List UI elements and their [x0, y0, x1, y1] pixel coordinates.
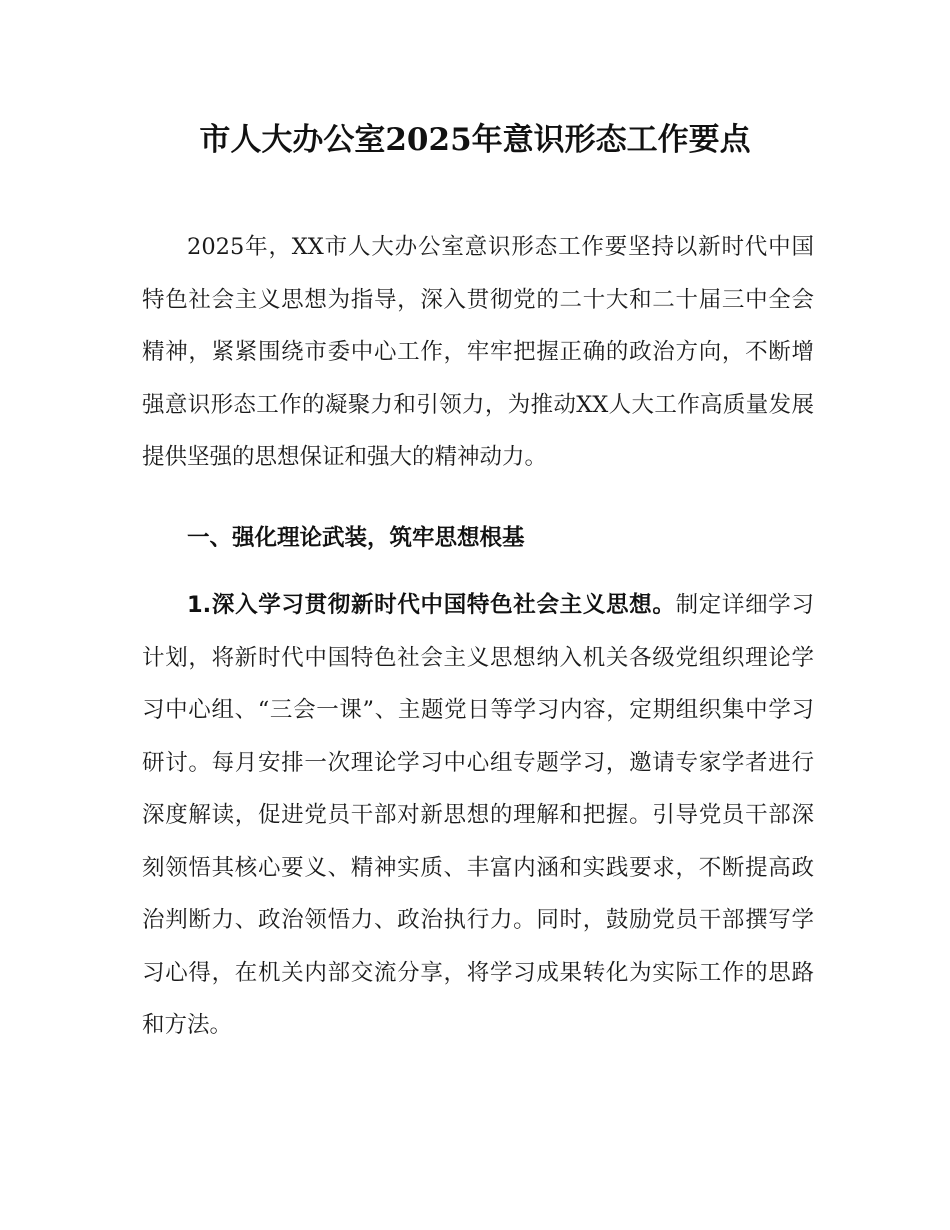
section-heading: 一、强化理论武装，筑牢思想根基 [187, 525, 525, 551]
item-lead-text: 1.深入学习贯彻新时代中国特色社会主义思想。 [187, 592, 676, 618]
intro-paragraph: 2025年，XX市人大办公室意识形态工作要坚持以新时代中国特色社会主义思想为指导，深入贯彻党的二十大和二十届三中全会精神，紧紧围绕市委中心工作，牢牢把握正确的政治方向，不断增强意识形态工作的凝聚力和引领力，为推动XX人大工作高质量发展提供坚强的思想保证和强大的精神动力。 [142, 234, 814, 470]
document-title: 市人大办公室2025年意识形态工作要点 [199, 122, 751, 158]
section-item-paragraph [142, 579, 814, 1052]
item-body-text: 制定详细学习计划，将新时代中国特色社会主义思想纳入机关各级党组织理论学习中心组、“三会一课”、主题党日等学习内容，定期组织集中学习研讨。每月安排一次理论学习中心组专题学习，邀请专家学者进行深度解读，促进党员干部对新思想的理解和把握。引导党员干部深刻领悟其核心要义、精神实质、丰富内涵和实践要求，不断提高政治判断力、政治领悟力、政治执行力。同时，鼓励党员干部撰写学习心得，在机关内部交流分享，将学习成果转化为实际工作的思路和方法。 [142, 592, 814, 1038]
